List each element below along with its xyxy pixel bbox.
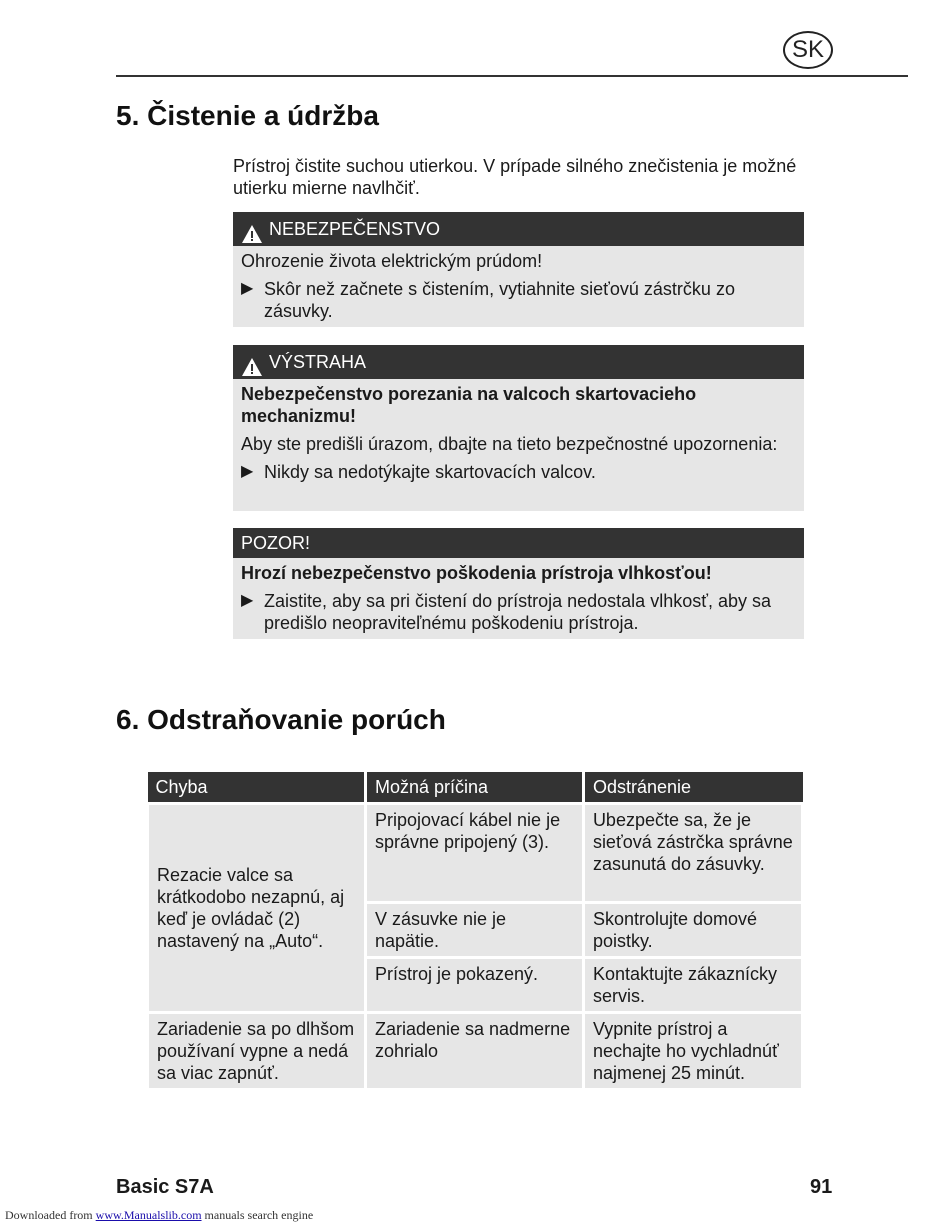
section-title-cleaning: 5. Čistenie a údržba	[116, 100, 379, 131]
table-row	[148, 1013, 803, 1090]
warning-text: Aby ste predišli úrazom, dbajte na tieto bezpečnostné upozornenia:	[241, 434, 778, 454]
fix-cell: Skontrolujte domové poistky.	[583, 903, 802, 958]
warning-bullet	[241, 461, 796, 483]
table-row	[148, 804, 803, 903]
bullet-arrow-icon: ▶	[241, 592, 254, 609]
cause-cell: Pripojovací kábel nie je správne pripojený (3).	[365, 804, 583, 903]
warning-header	[233, 345, 804, 379]
section-title-troubleshooting: 6. Odstraňovanie porúch	[116, 704, 446, 735]
caution-label: POZOR!	[241, 533, 311, 553]
danger-bullet-text: Skôr než začnete s čistením, vytiahnite sieťovú zástrčku zo zásuvky.	[264, 279, 735, 321]
danger-bullet	[241, 278, 796, 322]
bullet-arrow-icon: ▶	[241, 280, 254, 297]
warning-bold-line: Nebezpečenstvo porezania na valcoch skartovacieho mechanizmu!	[241, 384, 697, 426]
cause-cell: Prístroj je pokazený.	[365, 958, 583, 1013]
warning-box	[233, 345, 804, 511]
header-rule	[116, 75, 908, 77]
warning-triangle-icon	[241, 219, 263, 239]
caution-box	[233, 528, 804, 639]
fix-cell: Ubezpečte sa, že je sieťová zástrčka správne zasunutá do zásuvky.	[583, 804, 802, 903]
warning-label: VÝSTRAHA	[269, 352, 367, 372]
danger-line: Ohrozenie života elektrickým prúdom!	[241, 251, 543, 271]
cause-cell: Zariadenie sa nadmerne zohrialo	[365, 1013, 583, 1090]
column-header-fix: Odstránenie	[583, 772, 802, 804]
fault-cell: Zariadenie sa po dlhšom používaní vypne a nedá sa viac zapnúť.	[148, 1013, 366, 1090]
caution-bullet-text: Zaistite, aby sa pri čistení do prístroja nedostala vlhkosť, aby sa predišlo neopraviteľnému poškodeniu prístroja.	[264, 591, 771, 633]
bullet-arrow-icon: ▶	[241, 463, 254, 480]
warning-triangle-icon	[241, 352, 263, 372]
page-number: 91	[810, 1176, 833, 1198]
danger-header	[233, 212, 804, 246]
manualslib-link[interactable]: www.Manualslib.com	[95, 1208, 202, 1222]
caution-bullet	[241, 590, 796, 634]
danger-box	[233, 212, 804, 327]
caution-bold-line: Hrozí nebezpečenstvo poškodenia prístroja vlhkosťou!	[241, 563, 712, 583]
download-suffix: manuals search engine	[204, 1208, 314, 1222]
download-notice	[5, 1208, 313, 1223]
fix-cell: Vypnite prístroj a nechajte ho vychladnúť najmenej 25 minút.	[583, 1013, 802, 1090]
table-header-row	[148, 772, 803, 804]
caution-header	[233, 528, 804, 558]
warning-bullet-text: Nikdy sa nedotýkajte skartovacích valcov.	[264, 462, 596, 482]
fault-cell: Rezacie valce sa krátkodobo nezapnú, aj keď je ovládač (2) nastavený na „Auto“.	[148, 804, 366, 1013]
fix-cell: Kontaktujte zákaznícky servis.	[583, 958, 802, 1013]
danger-label: NEBEZPEČENSTVO	[269, 219, 441, 239]
troubleshooting-table	[146, 772, 804, 1091]
cause-cell: V zásuvke nie je napätie.	[365, 903, 583, 958]
column-header-fault: Chyba	[148, 772, 366, 804]
cleaning-intro: Prístroj čistite suchou utierkou. V prípade silného znečistenia je možné utierku mierne navlhčiť.	[233, 156, 797, 198]
footer-model-name: Basic S7A	[116, 1176, 214, 1198]
column-header-cause: Možná príčina	[365, 772, 583, 804]
language-badge: SK	[783, 31, 833, 69]
download-prefix: Downloaded from	[5, 1208, 93, 1222]
